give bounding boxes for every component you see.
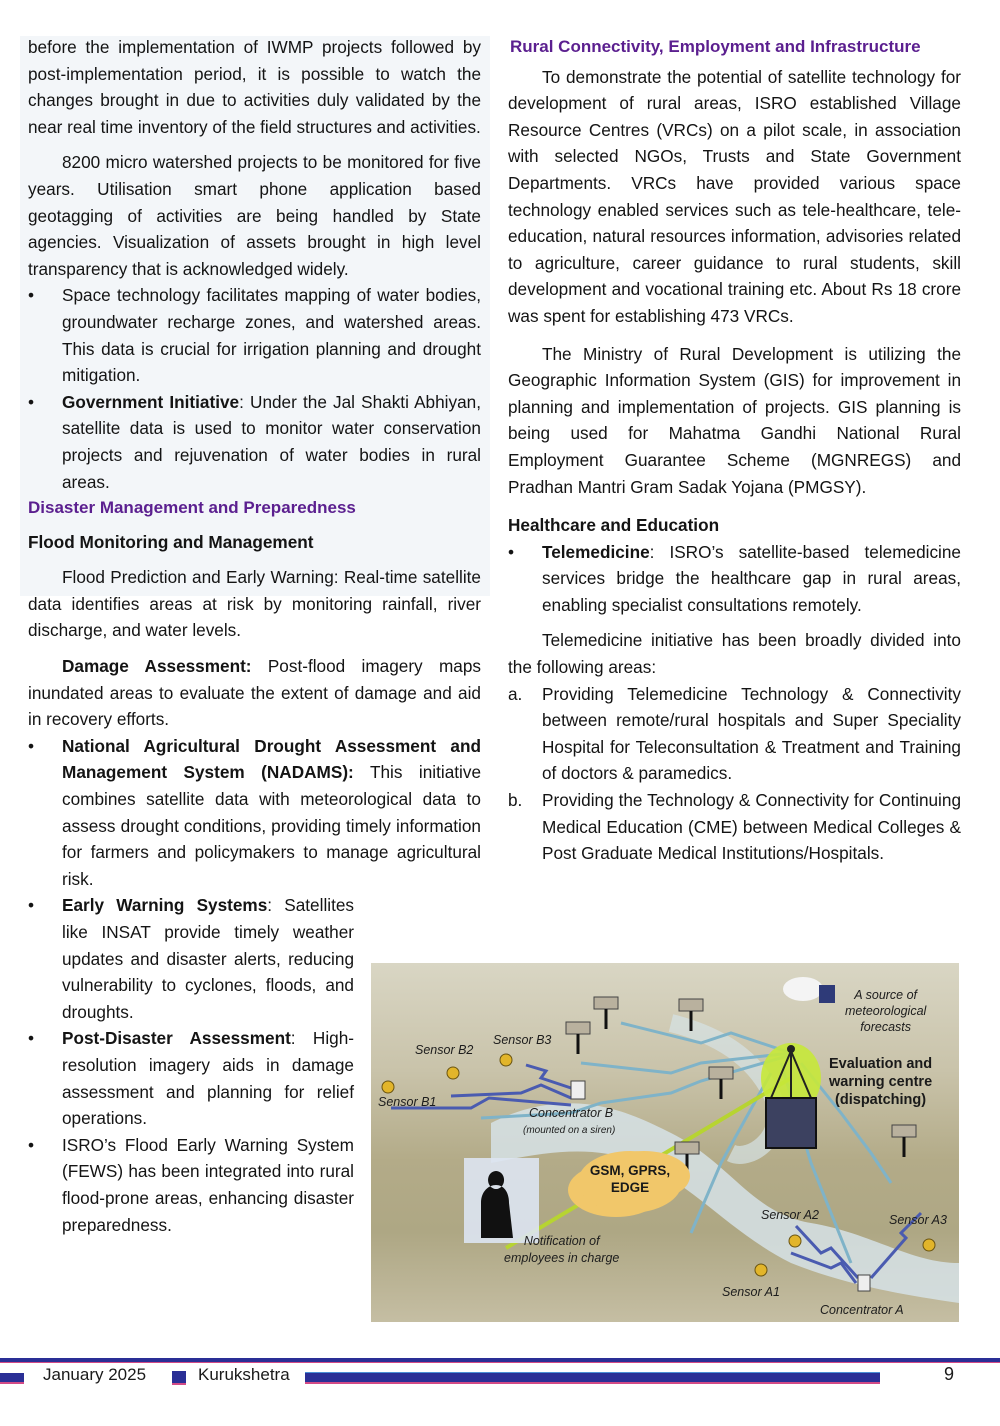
footer-magazine-name: Kurukshetra <box>198 1365 290 1384</box>
label-concentrator-b: Concentrator B <box>529 1106 614 1120</box>
label-notification: Notification of employees in charge <box>504 1234 620 1265</box>
gis-paragraph: The Ministry of Rural Development is utilizing the Geographic Information System (GIS) for improvement in planning and implementation of projects. GIS planning is being used for Mahatma Gandhi National Rural Employment Guarantee Scheme (MGNREGS) and Pradhan Mantri Gram Sadak Yojana (PMGSY). <box>508 343 961 497</box>
list-item-area-a: a. Providing Telemedicine Technology & Connectivity between remote/rural hospitals and Super Speciality Hospital for Teleconsultation & Treatment and Training of doctors & paramedics. <box>508 683 961 784</box>
forecaster-icon <box>819 985 835 1003</box>
vrc-paragraph: To demonstrate the potential of satellite technology for development of rural areas, ISRO established Village Resource Centres (VRCs) on a pilot scale, in association with selected NGOs, Trusts and State Government Departments. VRCs have provided various space technology enabled services such as tele-healthcare, tele-education, natural resources information, advisories related to agriculture, career guidance to rural students, skill development and vocational training etc. About Rs 18 crore was spent for establishing 473 VRCs. <box>508 66 961 326</box>
cloud-icon <box>783 977 823 1001</box>
label-concentrator-b-note: (mounted on a siren) <box>523 1125 616 1136</box>
bullet-icon: • <box>28 391 35 412</box>
dispatcher-image <box>766 1098 816 1148</box>
section-heading-rural: Rural Connectivity, Employment and Infrastructure <box>510 37 921 56</box>
subheading-flood: Flood Monitoring and Management <box>28 531 314 552</box>
subheading-healthcare: Healthcare and Education <box>508 515 720 536</box>
bullet-item-nadams: • National Agricultural Drought Assessment and Management System (NADAMS): This initiative combines satellite data with meteorological data to assess drought conditions, providing timely information for farmers and policymakers to manage agricultural risk. <box>28 733 481 893</box>
concentrator-b-icon <box>571 1081 585 1099</box>
label-concentrator-a: Concentrator A <box>820 1303 904 1317</box>
bullet-icon: • <box>28 895 35 916</box>
footer-decorative-bar <box>305 1372 880 1384</box>
damage-assessment-paragraph: Damage Assessment: Post-flood imagery maps inundated areas to evaluate the extent of damage and aid in recovery efforts. <box>28 656 481 730</box>
bullet-icon: • <box>28 1028 35 1049</box>
label-sensor-a1: Sensor A1 <box>722 1285 780 1299</box>
label-sensor-a2: Sensor A2 <box>761 1208 819 1222</box>
bullet-icon: • <box>28 735 35 756</box>
footer-square-icon <box>172 1371 186 1385</box>
label-sensor-b1: Sensor B1 <box>378 1095 437 1109</box>
footer-rule-accent <box>0 1362 1000 1363</box>
footer-stub-bar <box>0 1373 24 1384</box>
bullet-icon: • <box>508 541 515 562</box>
label-sensor-b2: Sensor B2 <box>415 1043 474 1057</box>
intro-paragraph: before the implementation of IWMP projects followed by post-implementation period, it is possible to watch the changes brought in due to activities duly validated by the near real time inventory of the field structures and activities. <box>28 37 481 137</box>
page-number: 9 <box>944 1364 955 1384</box>
right-column <box>508 34 961 867</box>
bullet-item-early-warning: • Early Warning Systems: Satellites like INSAT provide timely weather updates and disaster alerts, reducing vulnerability to cyclones, floods, and droughts. <box>28 892 354 1025</box>
label-evaluation-centre: Evaluation and warning centre (dispatching) <box>829 1056 933 1108</box>
watershed-paragraph: 8200 micro watershed projects to be monitored for five years. Utilisation smart phone application based geotagging of activities are being handled by State agencies. Visualization of assets brought in high level transparency that is acknowledged widely. <box>28 152 481 279</box>
footer-issue-date: January 2025 <box>43 1365 147 1384</box>
bullet-item-government-initiative: • Government Initiative: Under the Jal Shakti Abhiyan, satellite data is used to monitor water conservation projects and rejuvenation of water bodies in rural areas. <box>28 389 481 495</box>
bullet-icon: • <box>28 285 35 306</box>
flood-warning-network-diagram <box>371 963 959 1322</box>
label-met-source: A source of meteorological forecasts <box>845 988 927 1034</box>
telemedicine-paragraph: Telemedicine initiative has been broadly divided into the following areas: <box>508 630 961 678</box>
section-heading-disaster: Disaster Management and Preparedness <box>28 498 356 518</box>
concentrator-a-icon <box>858 1275 870 1291</box>
bullet-item-telemedicine: • Telemedicine: ISRO’s satellite-based telemedicine services bridge the healthcare gap in rural areas, enabling specialist consultations remotely. <box>508 539 961 619</box>
bullet-item-space-technology: • Space technology facilitates mapping of water bodies, groundwater recharge zones, and watershed areas. This data is crucial for irrigation planning and drought mitigation. <box>28 282 481 388</box>
bullet-icon: • <box>28 1134 35 1155</box>
label-sensor-b3: Sensor B3 <box>493 1033 552 1047</box>
label-network: GSM, GPRS, EDGE <box>589 1163 671 1195</box>
flood-prediction-paragraph: Flood Prediction and Early Warning: Real-time satellite data identifies areas at risk by monitoring rainfall, river discharge, and water levels. <box>28 567 481 641</box>
bullet-item-fews: • ISRO’s Flood Early Warning System (FEWS) has been integrated into rural flood-prone areas, enhancing disaster preparedness. <box>28 1132 354 1238</box>
label-sensor-a3: Sensor A3 <box>889 1213 947 1227</box>
list-item-area-b: b. Providing the Technology & Connectivity for Continuing Medical Education (CME) between Medical Colleges & Post Graduate Medical Institutions/Hospitals. <box>508 790 961 864</box>
bullet-item-post-disaster: • Post-Disaster Assessment: High-resolution imagery aids in damage assessment and planning for relief operations. <box>28 1025 354 1131</box>
